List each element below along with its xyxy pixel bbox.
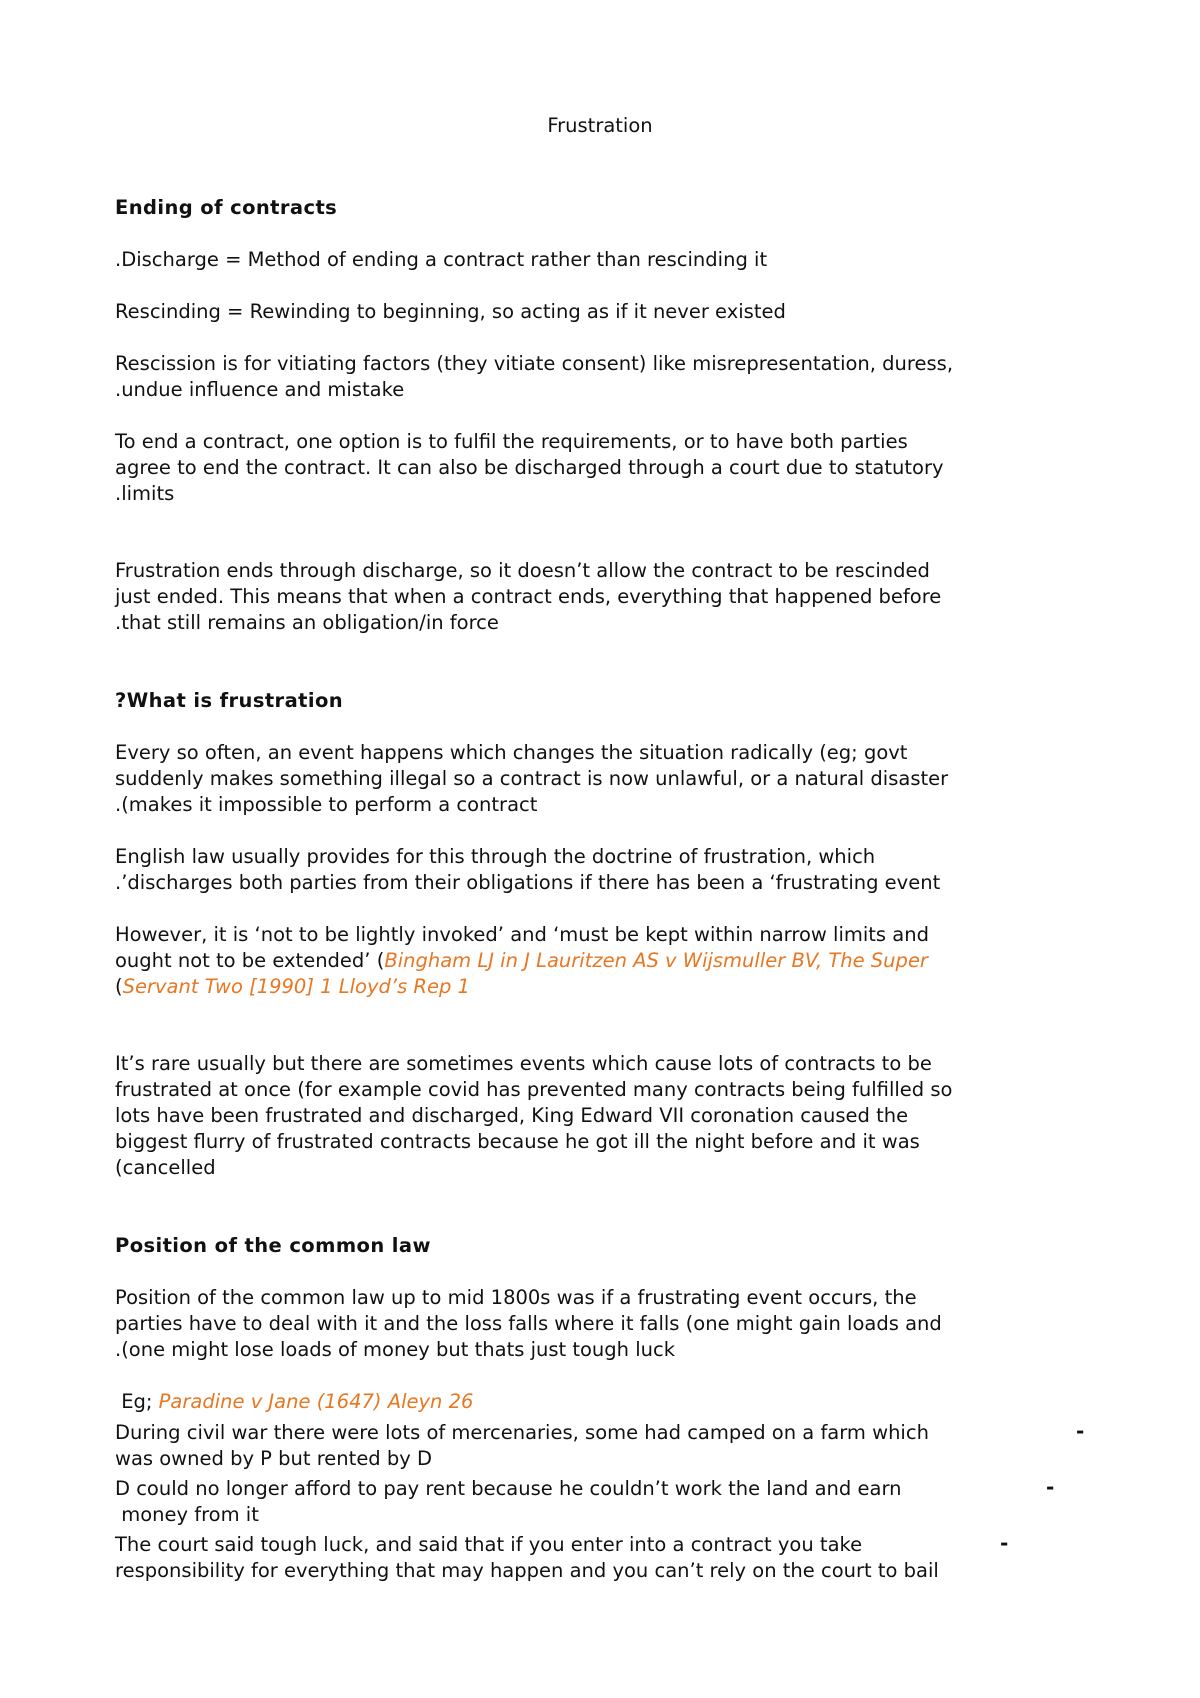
paragraph-rare-line-3: lots have been frustrated and discharged, King Edward VII coronation caused the (115, 1104, 909, 1127)
bullet-1-line-1: During civil war there were lots of mercenaries, some had camped on a farm which (115, 1421, 929, 1444)
heading-position-common-law: Position of the common law (115, 1234, 431, 1257)
paragraph-event-line-2: suddenly makes something illegal so a contract is now unlawful, or a natural disaster (115, 767, 949, 790)
paragraph-position-line-2: parties have to deal with it and the loss falls where it falls (one might gain loads and (115, 1312, 942, 1335)
paragraph-position-line-3: .(one might lose loads of money but thats just tough luck (115, 1338, 676, 1361)
bullet-2-line-1: D could no longer afford to pay rent because he couldn’t work the land and earn (115, 1477, 902, 1500)
heading-what-is-frustration: ?What is frustration (115, 689, 344, 712)
paragraph-event-line-3: .(makes it impossible to perform a contract (115, 793, 538, 816)
paragraph-rare-line-5: (cancelled (115, 1156, 216, 1179)
paragraph-rescission-line-1: Rescission is for vitiating factors (they vitiate consent) like misrepresentation, duress, (115, 352, 954, 375)
page-title: Frustration (547, 114, 653, 137)
paragraph-english-law-line-2: .’discharges both parties from their obligations if there has been a ‘frustrating event (115, 871, 941, 894)
paragraph-end-contract-line-1: To end a contract, one option is to fulfil the requirements, or to have both parties (115, 430, 908, 453)
paragraph-however-line-2 (115, 948, 928, 974)
paragraph-position-line-1: Position of the common law up to mid 1800s was if a frustrating event occurs, the (115, 1286, 917, 1309)
paragraph-rare-line-1: It’s rare usually but there are sometimes events which cause lots of contracts to be (115, 1052, 932, 1075)
paragraph-however-line-3 (115, 974, 470, 1000)
open-paren: ( (115, 975, 123, 998)
heading-ending-of-contracts: Ending of contracts (115, 196, 338, 219)
bullet-dash-2: - (1046, 1475, 1055, 1499)
paragraph-frustration-discharge-line-3: .that still remains an obligation/in force (115, 611, 499, 634)
bullet-3-line-2: responsibility for everything that may happen and you can’t rely on the court to bail (115, 1559, 939, 1582)
paragraph-end-contract-line-3: .limits (115, 482, 175, 505)
example-line (115, 1389, 473, 1415)
bullet-dash-3: - (1000, 1531, 1009, 1555)
paragraph-english-law-line-1: English law usually provides for this through the doctrine of frustration, which (115, 845, 876, 868)
paragraph-event-line-1: Every so often, an event happens which changes the situation radically (eg; govt (115, 741, 908, 764)
paragraph-however-line-1: However, it is ‘not to be lightly invoked’ and ‘must be kept within narrow limits and (115, 923, 929, 946)
paragraph-rescission-line-2: .undue influence and mistake (115, 378, 405, 401)
bullet-3-line-1: The court said tough luck, and said that if you enter into a contract you take (115, 1533, 863, 1556)
case-reference-bingham: Bingham LJ in J Lauritzen AS v Wijsmuller BV, The Super (384, 949, 928, 972)
bullet-2-line-2: money from it (115, 1503, 259, 1526)
paragraph-end-contract-line-2: agree to end the contract. It can also be discharged through a court due to statutory (115, 456, 944, 479)
paragraph-frustration-discharge-line-1: Frustration ends through discharge, so it doesn’t allow the contract to be rescinded (115, 559, 930, 582)
case-reference-paradine: Paradine v Jane (1647) Aleyn 26 (158, 1390, 474, 1413)
example-prefix: Eg; (115, 1390, 159, 1413)
however-text: ought not to be extended’ ( (115, 949, 385, 972)
bullet-dash-1: - (1076, 1419, 1085, 1443)
case-reference-servant-two: Servant Two [1990] 1 Lloyd’s Rep 1 (122, 975, 470, 998)
paragraph-rescinding: Rescinding = Rewinding to beginning, so acting as if it never existed (115, 300, 786, 323)
bullet-1-line-2: was owned by P but rented by D (115, 1447, 433, 1470)
paragraph-frustration-discharge-line-2: just ended. This means that when a contract ends, everything that happened before (115, 585, 942, 608)
paragraph-discharge: .Discharge = Method of ending a contract rather than rescinding it (115, 248, 768, 271)
paragraph-rare-line-2: frustrated at once (for example covid has prevented many contracts being fulfilled so (115, 1078, 953, 1101)
paragraph-rare-line-4: biggest flurry of frustrated contracts because he got ill the night before and it was (115, 1130, 920, 1153)
